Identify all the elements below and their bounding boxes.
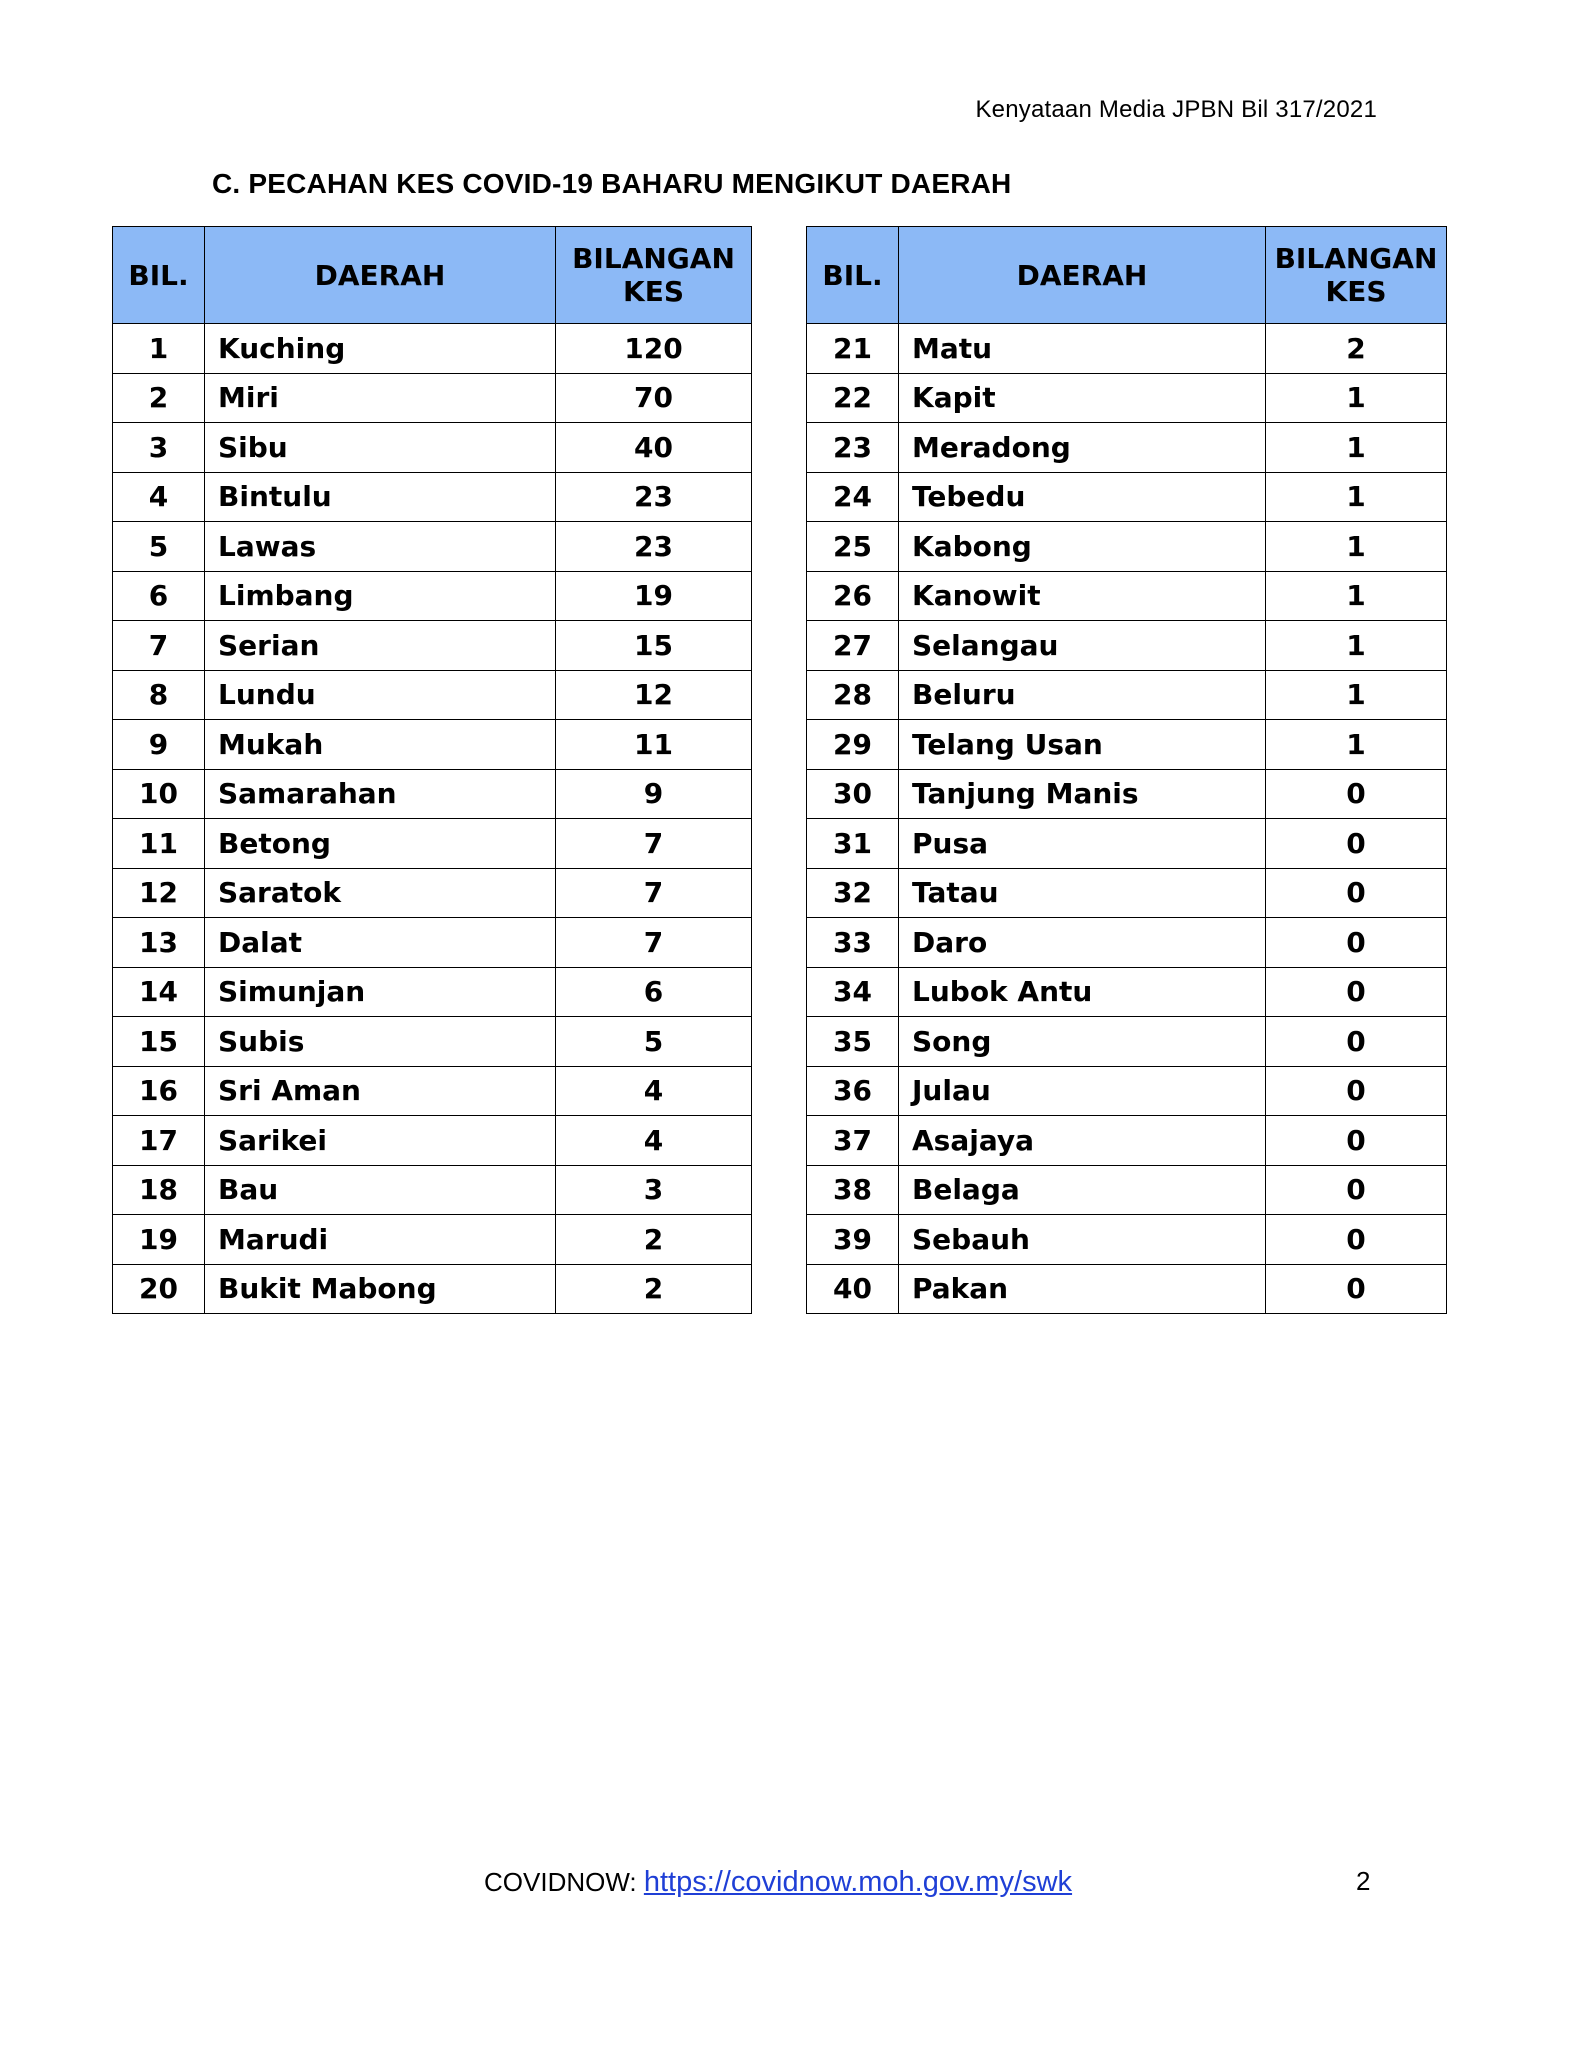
row-kes: 12	[556, 670, 752, 720]
row-bil: 12	[113, 868, 205, 918]
table-row	[113, 670, 752, 720]
row-daerah: Lundu	[205, 670, 556, 720]
row-kes: 70	[556, 373, 752, 423]
table-row	[113, 720, 752, 770]
row-daerah: Meradong	[899, 423, 1266, 473]
row-bil: 32	[807, 868, 899, 918]
row-bil: 15	[113, 1017, 205, 1067]
row-bil: 17	[113, 1116, 205, 1166]
row-kes: 1	[1266, 373, 1447, 423]
row-kes: 0	[1266, 1215, 1447, 1265]
row-daerah: Sebauh	[899, 1215, 1266, 1265]
table-row	[113, 472, 752, 522]
row-bil: 23	[807, 423, 899, 473]
table-row	[807, 1017, 1447, 1067]
row-daerah: Bau	[205, 1165, 556, 1215]
table-row	[807, 621, 1447, 671]
row-daerah: Kanowit	[899, 571, 1266, 621]
row-kes: 3	[556, 1165, 752, 1215]
row-daerah: Belaga	[899, 1165, 1266, 1215]
table-row	[113, 1215, 752, 1265]
row-bil: 10	[113, 769, 205, 819]
table-row	[113, 423, 752, 473]
district-table-right	[806, 226, 1447, 1314]
table-row	[113, 324, 752, 374]
row-kes: 19	[556, 571, 752, 621]
row-bil: 27	[807, 621, 899, 671]
row-daerah: Selangau	[899, 621, 1266, 671]
row-daerah: Bintulu	[205, 472, 556, 522]
row-bil: 35	[807, 1017, 899, 1067]
row-daerah: Julau	[899, 1066, 1266, 1116]
row-kes: 23	[556, 522, 752, 572]
row-bil: 39	[807, 1215, 899, 1265]
row-kes: 2	[556, 1215, 752, 1265]
row-daerah: Kuching	[205, 324, 556, 374]
row-daerah: Tanjung Manis	[899, 769, 1266, 819]
table-row	[807, 472, 1447, 522]
row-kes: 2	[556, 1264, 752, 1314]
row-kes: 1	[1266, 571, 1447, 621]
row-bil: 38	[807, 1165, 899, 1215]
row-daerah: Asajaya	[899, 1116, 1266, 1166]
table-row	[113, 1066, 752, 1116]
table-row	[113, 621, 752, 671]
table-header-row	[113, 227, 752, 324]
district-table-left	[112, 226, 752, 1314]
row-daerah: Marudi	[205, 1215, 556, 1265]
row-bil: 2	[113, 373, 205, 423]
row-bil: 3	[113, 423, 205, 473]
row-bil: 18	[113, 1165, 205, 1215]
table-row	[807, 1215, 1447, 1265]
table-row	[113, 918, 752, 968]
row-kes: 1	[1266, 522, 1447, 572]
row-kes: 1	[1266, 670, 1447, 720]
row-kes: 0	[1266, 967, 1447, 1017]
row-kes: 40	[556, 423, 752, 473]
row-bil: 37	[807, 1116, 899, 1166]
row-daerah: Mukah	[205, 720, 556, 770]
row-daerah: Betong	[205, 819, 556, 869]
row-kes: 7	[556, 918, 752, 968]
row-bil: 14	[113, 967, 205, 1017]
row-kes: 1	[1266, 720, 1447, 770]
table-row	[807, 1066, 1447, 1116]
row-daerah: Pakan	[899, 1264, 1266, 1314]
row-daerah: Telang Usan	[899, 720, 1266, 770]
row-daerah: Samarahan	[205, 769, 556, 819]
header-kes-line2: KES	[1325, 275, 1387, 308]
row-bil: 8	[113, 670, 205, 720]
row-kes: 7	[556, 819, 752, 869]
table-row	[113, 571, 752, 621]
row-kes: 5	[556, 1017, 752, 1067]
row-daerah: Tebedu	[899, 472, 1266, 522]
header-daerah: DAERAH	[205, 227, 556, 324]
row-daerah: Bukit Mabong	[205, 1264, 556, 1314]
row-bil: 11	[113, 819, 205, 869]
table-row	[113, 967, 752, 1017]
row-kes: 0	[1266, 1264, 1447, 1314]
row-bil: 16	[113, 1066, 205, 1116]
row-bil: 1	[113, 324, 205, 374]
row-bil: 13	[113, 918, 205, 968]
row-bil: 40	[807, 1264, 899, 1314]
row-kes: 0	[1266, 1165, 1447, 1215]
row-bil: 28	[807, 670, 899, 720]
header-kes-line1: BILANGAN	[572, 242, 735, 275]
table-header-row	[807, 227, 1447, 324]
row-daerah: Subis	[205, 1017, 556, 1067]
row-daerah: Simunjan	[205, 967, 556, 1017]
section-title: C. PECAHAN KES COVID-19 BAHARU MENGIKUT DAERAH	[212, 168, 1012, 199]
table-row	[807, 522, 1447, 572]
row-daerah: Matu	[899, 324, 1266, 374]
page-number: 2	[1356, 1866, 1371, 1896]
row-daerah: Song	[899, 1017, 1266, 1067]
row-daerah: Tatau	[899, 868, 1266, 918]
row-kes: 4	[556, 1066, 752, 1116]
row-bil: 34	[807, 967, 899, 1017]
table-row	[113, 373, 752, 423]
row-daerah: Pusa	[899, 819, 1266, 869]
table-row	[113, 1116, 752, 1166]
row-bil: 5	[113, 522, 205, 572]
header-bil: BIL.	[807, 227, 899, 324]
row-kes: 7	[556, 868, 752, 918]
row-kes: 2	[1266, 324, 1447, 374]
table-row	[807, 769, 1447, 819]
row-kes: 23	[556, 472, 752, 522]
header-kes-line2: KES	[623, 275, 684, 308]
row-kes: 0	[1266, 868, 1447, 918]
row-daerah: Serian	[205, 621, 556, 671]
row-kes: 0	[1266, 819, 1447, 869]
table-row	[807, 373, 1447, 423]
table-row	[807, 967, 1447, 1017]
row-bil: 26	[807, 571, 899, 621]
table-row	[113, 1165, 752, 1215]
row-bil: 36	[807, 1066, 899, 1116]
row-bil: 21	[807, 324, 899, 374]
table-row	[807, 1116, 1447, 1166]
row-kes: 9	[556, 769, 752, 819]
table-row	[807, 670, 1447, 720]
header-daerah: DAERAH	[899, 227, 1266, 324]
row-bil: 30	[807, 769, 899, 819]
row-daerah: Saratok	[205, 868, 556, 918]
row-daerah: Dalat	[205, 918, 556, 968]
table-row	[807, 1165, 1447, 1215]
row-daerah: Sri Aman	[205, 1066, 556, 1116]
row-daerah: Beluru	[899, 670, 1266, 720]
row-bil: 6	[113, 571, 205, 621]
row-bil: 22	[807, 373, 899, 423]
row-kes: 1	[1266, 423, 1447, 473]
row-kes: 1	[1266, 472, 1447, 522]
row-bil: 4	[113, 472, 205, 522]
row-kes: 0	[1266, 918, 1447, 968]
row-bil: 20	[113, 1264, 205, 1314]
footer-label: COVIDNOW:	[484, 1867, 644, 1897]
row-kes: 0	[1266, 1017, 1447, 1067]
table-row	[113, 1017, 752, 1067]
row-kes: 120	[556, 324, 752, 374]
table-row	[807, 868, 1447, 918]
table-row	[807, 423, 1447, 473]
table-row	[113, 769, 752, 819]
table-row	[113, 868, 752, 918]
header-kes-line1: BILANGAN	[1274, 242, 1438, 275]
row-daerah: Kapit	[899, 373, 1266, 423]
row-bil: 9	[113, 720, 205, 770]
header-bilangan-kes	[556, 227, 752, 324]
table-row	[113, 819, 752, 869]
row-bil: 7	[113, 621, 205, 671]
footer	[484, 1866, 1072, 1899]
table-row	[807, 324, 1447, 374]
row-kes: 1	[1266, 621, 1447, 671]
row-kes: 0	[1266, 769, 1447, 819]
table-row	[113, 1264, 752, 1314]
row-kes: 0	[1266, 1116, 1447, 1166]
row-kes: 4	[556, 1116, 752, 1166]
row-bil: 29	[807, 720, 899, 770]
row-daerah: Lubok Antu	[899, 967, 1266, 1017]
row-kes: 15	[556, 621, 752, 671]
row-bil: 24	[807, 472, 899, 522]
row-daerah: Limbang	[205, 571, 556, 621]
row-bil: 31	[807, 819, 899, 869]
row-daerah: Lawas	[205, 522, 556, 572]
table-row	[807, 571, 1447, 621]
row-bil: 25	[807, 522, 899, 572]
row-kes: 6	[556, 967, 752, 1017]
header-bil: BIL.	[113, 227, 205, 324]
row-daerah: Miri	[205, 373, 556, 423]
table-row	[807, 720, 1447, 770]
row-daerah: Sarikei	[205, 1116, 556, 1166]
document-reference: Kenyataan Media JPBN Bil 317/2021	[975, 96, 1377, 123]
row-bil: 19	[113, 1215, 205, 1265]
row-bil: 33	[807, 918, 899, 968]
header-bilangan-kes	[1266, 227, 1447, 324]
covidnow-link[interactable]: https://covidnow.moh.gov.my/swk	[643, 1866, 1073, 1898]
row-kes: 11	[556, 720, 752, 770]
table-row	[113, 522, 752, 572]
table-row	[807, 1264, 1447, 1314]
table-row	[807, 819, 1447, 869]
row-daerah: Sibu	[205, 423, 556, 473]
row-daerah: Kabong	[899, 522, 1266, 572]
row-kes: 0	[1266, 1066, 1447, 1116]
row-daerah: Daro	[899, 918, 1266, 968]
table-row	[807, 918, 1447, 968]
